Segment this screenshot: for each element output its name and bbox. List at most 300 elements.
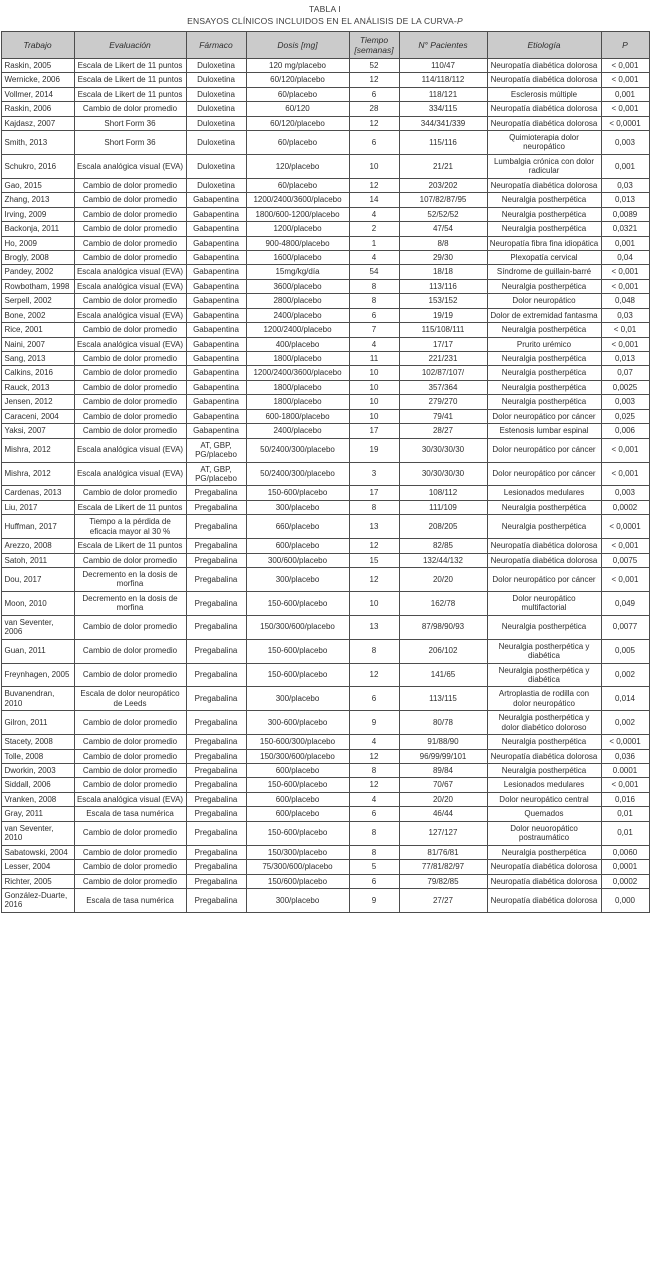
table-row (1, 352, 649, 366)
cell-pacientes: 127/127 (399, 821, 487, 845)
cell-trabajo: Sabatowski, 2004 (1, 845, 74, 859)
cell-pacientes: 46/44 (399, 807, 487, 821)
cell-p: 0,036 (601, 749, 649, 763)
cell-etiologia: Quimioterapia dolor neuropático (487, 131, 601, 155)
cell-trabajo: Satoh, 2011 (1, 553, 74, 567)
cell-pacientes: 80/78 (399, 711, 487, 735)
cell-trabajo: Rauck, 2013 (1, 380, 74, 394)
cell-dosis: 150-600/placebo (246, 591, 349, 615)
cell-etiologia: Esclerosis múltiple (487, 87, 601, 101)
cell-evaluacion: Cambio de dolor promedio (74, 735, 186, 749)
cell-evaluacion: Escala de tasa numérica (74, 807, 186, 821)
cell-farmaco: Pregabalina (186, 568, 246, 592)
cell-evaluacion: Escala analógica visual (EVA) (74, 265, 186, 279)
cell-p: 0,0321 (601, 222, 649, 236)
cell-p: 0,0025 (601, 380, 649, 394)
cell-tiempo: 10 (349, 395, 399, 409)
cell-trabajo: Huffman, 2017 (1, 515, 74, 539)
table-row (1, 154, 649, 178)
cell-evaluacion: Cambio de dolor promedio (74, 424, 186, 438)
cell-farmaco: Gabapentina (186, 323, 246, 337)
cell-evaluacion: Escala analógica visual (EVA) (74, 154, 186, 178)
cell-etiologia: Lesionados medulares (487, 778, 601, 792)
cell-trabajo: González-Duarte, 2016 (1, 888, 74, 912)
cell-trabajo: Naini, 2007 (1, 337, 74, 351)
cell-tiempo: 54 (349, 265, 399, 279)
cell-evaluacion: Cambio de dolor promedio (74, 778, 186, 792)
table-row (1, 102, 649, 116)
cell-evaluacion: Short Form 36 (74, 116, 186, 130)
cell-etiologia: Neuropatía diabética dolorosa (487, 102, 601, 116)
cell-dosis: 400/placebo (246, 337, 349, 351)
cell-evaluacion: Cambio de dolor promedio (74, 323, 186, 337)
cell-trabajo: Freynhagen, 2005 (1, 663, 74, 687)
cell-farmaco: Gabapentina (186, 409, 246, 423)
cell-tiempo: 10 (349, 154, 399, 178)
cell-dosis: 150-600/placebo (246, 639, 349, 663)
cell-etiologia: Neuropatía fibra fina idiopática (487, 236, 601, 250)
cell-pacientes: 208/205 (399, 515, 487, 539)
cell-evaluacion: Cambio de dolor promedio (74, 639, 186, 663)
cell-p: 0,0077 (601, 615, 649, 639)
cell-farmaco: Pregabalina (186, 874, 246, 888)
cell-etiologia: Dolor neuropático por cáncer (487, 462, 601, 486)
cell-farmaco: Gabapentina (186, 380, 246, 394)
cell-evaluacion: Cambio de dolor promedio (74, 615, 186, 639)
cell-pacientes: 52/52/52 (399, 207, 487, 221)
cell-pacientes: 28/27 (399, 424, 487, 438)
cell-evaluacion: Decremento en la dosis de morfina (74, 568, 186, 592)
table-row (1, 778, 649, 792)
cell-p: 0,006 (601, 424, 649, 438)
column-header-p: P (601, 31, 649, 58)
cell-pacientes: 344/341/339 (399, 116, 487, 130)
cell-trabajo: Raskin, 2006 (1, 102, 74, 116)
cell-farmaco: Pregabalina (186, 860, 246, 874)
table-row (1, 236, 649, 250)
cell-tiempo: 12 (349, 778, 399, 792)
table-row (1, 591, 649, 615)
cell-tiempo: 6 (349, 308, 399, 322)
cell-etiologia: Neuropatía diabética dolorosa (487, 874, 601, 888)
cell-tiempo: 4 (349, 337, 399, 351)
cell-pacientes: 153/152 (399, 294, 487, 308)
cell-evaluacion: Escala analógica visual (EVA) (74, 438, 186, 462)
table-row (1, 366, 649, 380)
cell-farmaco: Pregabalina (186, 764, 246, 778)
cell-etiologia: Lesionados medulares (487, 486, 601, 500)
cell-tiempo: 10 (349, 409, 399, 423)
cell-trabajo: Gilron, 2011 (1, 711, 74, 735)
cell-farmaco: Pregabalina (186, 663, 246, 687)
table-header (1, 31, 649, 58)
cell-tiempo: 12 (349, 539, 399, 553)
cell-dosis: 150/300/placebo (246, 845, 349, 859)
cell-farmaco: Duloxetina (186, 178, 246, 192)
cell-trabajo: Vollmer, 2014 (1, 87, 74, 101)
cell-evaluacion: Cambio de dolor promedio (74, 663, 186, 687)
cell-tiempo: 7 (349, 323, 399, 337)
cell-evaluacion: Cambio de dolor promedio (74, 236, 186, 250)
cell-p: 0,001 (601, 236, 649, 250)
cell-farmaco: Pregabalina (186, 735, 246, 749)
cell-dosis: 120/placebo (246, 154, 349, 178)
cell-etiologia: Neuralgia postherpética y diabética (487, 663, 601, 687)
cell-tiempo: 14 (349, 193, 399, 207)
table-row (1, 807, 649, 821)
table-row (1, 749, 649, 763)
cell-farmaco: Pregabalina (186, 500, 246, 514)
cell-p: 0,013 (601, 352, 649, 366)
cell-dosis: 300/placebo (246, 888, 349, 912)
cell-p: 0,013 (601, 193, 649, 207)
column-header-pacientes: N° Pacientes (399, 31, 487, 58)
cell-farmaco: Duloxetina (186, 87, 246, 101)
cell-etiologia: Dolor de extremidad fantasma (487, 308, 601, 322)
cell-dosis: 300/placebo (246, 568, 349, 592)
cell-tiempo: 8 (349, 294, 399, 308)
cell-trabajo: Dou, 2017 (1, 568, 74, 592)
cell-etiologia: Neuralgia postherpética (487, 207, 601, 221)
cell-dosis: 150-600/placebo (246, 778, 349, 792)
cell-farmaco: Gabapentina (186, 352, 246, 366)
cell-dosis: 150/300/600/placebo (246, 615, 349, 639)
cell-trabajo: Gray, 2011 (1, 807, 74, 821)
cell-dosis: 150/300/600/placebo (246, 749, 349, 763)
cell-dosis: 15mg/kg/día (246, 265, 349, 279)
cell-dosis: 1800/placebo (246, 395, 349, 409)
cell-p: < 0,0001 (601, 116, 649, 130)
cell-evaluacion: Cambio de dolor promedio (74, 366, 186, 380)
cell-tiempo: 12 (349, 568, 399, 592)
cell-p: 0,003 (601, 131, 649, 155)
cell-p: 0,01 (601, 821, 649, 845)
cell-pacientes: 203/202 (399, 178, 487, 192)
cell-trabajo: Stacety, 2008 (1, 735, 74, 749)
cell-pacientes: 108/112 (399, 486, 487, 500)
cell-tiempo: 19 (349, 438, 399, 462)
cell-tiempo: 6 (349, 874, 399, 888)
cell-farmaco: Gabapentina (186, 207, 246, 221)
cell-etiologia: Neuralgia postherpética (487, 193, 601, 207)
cell-p: 0,048 (601, 294, 649, 308)
cell-dosis: 300/placebo (246, 500, 349, 514)
cell-evaluacion: Short Form 36 (74, 131, 186, 155)
cell-evaluacion: Escala de Likert de 11 puntos (74, 500, 186, 514)
cell-pacientes: 114/118/112 (399, 73, 487, 87)
cell-trabajo: Gao, 2015 (1, 178, 74, 192)
cell-etiologia: Dolor neuropático multifactorial (487, 591, 601, 615)
cell-farmaco: Pregabalina (186, 687, 246, 711)
cell-etiologia: Neuropatía diabética dolorosa (487, 539, 601, 553)
cell-farmaco: Pregabalina (186, 778, 246, 792)
cell-tiempo: 8 (349, 279, 399, 293)
cell-evaluacion: Escala de Likert de 11 puntos (74, 87, 186, 101)
cell-farmaco: AT, GBP, PG/placebo (186, 438, 246, 462)
cell-pacientes: 20/20 (399, 568, 487, 592)
cell-farmaco: Duloxetina (186, 73, 246, 87)
cell-evaluacion: Cambio de dolor promedio (74, 178, 186, 192)
table-row (1, 409, 649, 423)
cell-p: 0,001 (601, 154, 649, 178)
table-row (1, 424, 649, 438)
cell-trabajo: Rowbotham, 1998 (1, 279, 74, 293)
cell-pacientes: 113/116 (399, 279, 487, 293)
cell-evaluacion: Cambio de dolor promedio (74, 395, 186, 409)
cell-farmaco: Pregabalina (186, 711, 246, 735)
cell-trabajo: van Seventer, 2010 (1, 821, 74, 845)
cell-dosis: 60/placebo (246, 87, 349, 101)
cell-etiologia: Neuralgia postherpética (487, 515, 601, 539)
cell-p: < 0,0001 (601, 515, 649, 539)
cell-trabajo: Mishra, 2012 (1, 462, 74, 486)
table-row (1, 193, 649, 207)
cell-tiempo: 9 (349, 711, 399, 735)
cell-etiologia: Dolor neuropático por cáncer (487, 409, 601, 423)
table-row (1, 515, 649, 539)
cell-farmaco: Gabapentina (186, 366, 246, 380)
cell-trabajo: Ho, 2009 (1, 236, 74, 250)
table-row (1, 178, 649, 192)
cell-farmaco: Duloxetina (186, 102, 246, 116)
table-row (1, 380, 649, 394)
cell-evaluacion: Tiempo a la pérdida de eficacia mayor al 30 % (74, 515, 186, 539)
cell-tiempo: 10 (349, 380, 399, 394)
cell-trabajo: Dworkin, 2003 (1, 764, 74, 778)
cell-pacientes: 79/41 (399, 409, 487, 423)
cell-p: 0,025 (601, 409, 649, 423)
cell-pacientes: 19/19 (399, 308, 487, 322)
cell-trabajo: Tolle, 2008 (1, 749, 74, 763)
cell-tiempo: 6 (349, 87, 399, 101)
clinical-trials-table (1, 31, 650, 913)
cell-tiempo: 17 (349, 424, 399, 438)
cell-etiologia: Neuropatía diabética dolorosa (487, 58, 601, 72)
cell-p: 0,0089 (601, 207, 649, 221)
cell-pacientes: 30/30/30/30 (399, 462, 487, 486)
cell-pacientes: 77/81/82/97 (399, 860, 487, 874)
column-header-dosis: Dosis [mg] (246, 31, 349, 58)
cell-farmaco: Duloxetina (186, 116, 246, 130)
cell-tiempo: 9 (349, 888, 399, 912)
cell-etiologia: Neuropatía diabética dolorosa (487, 553, 601, 567)
cell-pacientes: 29/30 (399, 250, 487, 264)
cell-tiempo: 8 (349, 764, 399, 778)
table-row (1, 438, 649, 462)
cell-p: < 0,001 (601, 73, 649, 87)
column-header-etiologia: Etiología (487, 31, 601, 58)
cell-dosis: 150-600/placebo (246, 663, 349, 687)
cell-p: < 0,01 (601, 323, 649, 337)
cell-pacientes: 279/270 (399, 395, 487, 409)
cell-trabajo: Pandey, 2002 (1, 265, 74, 279)
cell-p: 0,000 (601, 888, 649, 912)
cell-trabajo: Guan, 2011 (1, 639, 74, 663)
cell-dosis: 50/2400/300/placebo (246, 462, 349, 486)
cell-p: 0,0002 (601, 874, 649, 888)
cell-farmaco: Duloxetina (186, 58, 246, 72)
table-row (1, 845, 649, 859)
cell-farmaco: Pregabalina (186, 888, 246, 912)
cell-trabajo: Schukro, 2016 (1, 154, 74, 178)
cell-pacientes: 89/84 (399, 764, 487, 778)
cell-pacientes: 102/87/107/ (399, 366, 487, 380)
cell-tiempo: 2 (349, 222, 399, 236)
table-row (1, 395, 649, 409)
cell-p: < 0,001 (601, 462, 649, 486)
table-number-title: TABLA I (309, 4, 341, 14)
table-row (1, 462, 649, 486)
cell-tiempo: 15 (349, 553, 399, 567)
cell-etiologia: Dolor neuropático por cáncer (487, 438, 601, 462)
cell-etiologia: Neuralgia postherpética (487, 735, 601, 749)
cell-farmaco: Duloxetina (186, 131, 246, 155)
cell-p: 0,049 (601, 591, 649, 615)
cell-pacientes: 30/30/30/30 (399, 438, 487, 462)
column-header-farmaco: Fármaco (186, 31, 246, 58)
cell-dosis: 2400/placebo (246, 308, 349, 322)
cell-p: 0,03 (601, 308, 649, 322)
table-row (1, 87, 649, 101)
cell-dosis: 60/120/placebo (246, 73, 349, 87)
table-row (1, 294, 649, 308)
cell-pacientes: 110/47 (399, 58, 487, 72)
header-row (1, 31, 649, 58)
cell-etiologia: Estenosis lumbar espinal (487, 424, 601, 438)
cell-etiologia: Neuralgia postherpética (487, 279, 601, 293)
cell-etiologia: Neuropatía diabética dolorosa (487, 178, 601, 192)
cell-dosis: 2800/placebo (246, 294, 349, 308)
cell-etiologia: Neuralgia postherpética (487, 615, 601, 639)
cell-etiologia: Neuralgia postherpética (487, 500, 601, 514)
table-row (1, 250, 649, 264)
cell-p: < 0,001 (601, 778, 649, 792)
cell-p: 0,003 (601, 395, 649, 409)
cell-tiempo: 11 (349, 352, 399, 366)
table-row (1, 279, 649, 293)
cell-evaluacion: Cambio de dolor promedio (74, 860, 186, 874)
cell-etiologia: Neuropatía diabética dolorosa (487, 116, 601, 130)
cell-pacientes: 96/99/99/101 (399, 749, 487, 763)
cell-etiologia: Prurito urémico (487, 337, 601, 351)
cell-p: 0,001 (601, 87, 649, 101)
cell-etiologia: Neuralgia postherpética (487, 764, 601, 778)
cell-trabajo: Zhang, 2013 (1, 193, 74, 207)
cell-p: < 0,0001 (601, 735, 649, 749)
cell-tiempo: 13 (349, 515, 399, 539)
cell-farmaco: Gabapentina (186, 337, 246, 351)
cell-pacientes: 107/82/87/95 (399, 193, 487, 207)
cell-etiologia: Neuralgia postherpética y dolor diabético doloroso (487, 711, 601, 735)
cell-tiempo: 6 (349, 687, 399, 711)
cell-etiologia: Neuralgia postherpética (487, 380, 601, 394)
cell-farmaco: Gabapentina (186, 279, 246, 293)
cell-farmaco: Gabapentina (186, 294, 246, 308)
table-row (1, 323, 649, 337)
cell-pacientes: 87/98/90/93 (399, 615, 487, 639)
cell-pacientes: 221/231 (399, 352, 487, 366)
cell-tiempo: 12 (349, 749, 399, 763)
cell-p: < 0,001 (601, 337, 649, 351)
cell-p: 0,002 (601, 711, 649, 735)
cell-tiempo: 1 (349, 236, 399, 250)
cell-dosis: 1800/600-1200/placebo (246, 207, 349, 221)
cell-farmaco: Duloxetina (186, 154, 246, 178)
cell-trabajo: Serpell, 2002 (1, 294, 74, 308)
table-row (1, 792, 649, 806)
cell-p: 0,003 (601, 486, 649, 500)
cell-farmaco: AT, GBP, PG/placebo (186, 462, 246, 486)
cell-pacientes: 79/82/85 (399, 874, 487, 888)
cell-etiologia: Neuralgia postherpética y diabética (487, 639, 601, 663)
table-row (1, 639, 649, 663)
cell-p: < 0,001 (601, 102, 649, 116)
cell-etiologia: Dolor neuropático por cáncer (487, 568, 601, 592)
cell-tiempo: 12 (349, 178, 399, 192)
cell-farmaco: Gabapentina (186, 424, 246, 438)
cell-dosis: 2400/placebo (246, 424, 349, 438)
cell-dosis: 60/120/placebo (246, 116, 349, 130)
cell-dosis: 1600/placebo (246, 250, 349, 264)
cell-pacientes: 111/109 (399, 500, 487, 514)
cell-trabajo: Cardenas, 2013 (1, 486, 74, 500)
table-row (1, 500, 649, 514)
cell-evaluacion: Decremento en la dosis de morfina (74, 591, 186, 615)
table-row (1, 58, 649, 72)
table-row (1, 222, 649, 236)
cell-pacientes: 132/44/132 (399, 553, 487, 567)
cell-pacientes: 162/78 (399, 591, 487, 615)
cell-dosis: 3600/placebo (246, 279, 349, 293)
cell-tiempo: 12 (349, 116, 399, 130)
cell-trabajo: Kajdasz, 2007 (1, 116, 74, 130)
cell-tiempo: 4 (349, 207, 399, 221)
cell-pacientes: 141/65 (399, 663, 487, 687)
cell-dosis: 600/placebo (246, 792, 349, 806)
cell-trabajo: Irving, 2009 (1, 207, 74, 221)
cell-tiempo: 6 (349, 131, 399, 155)
cell-dosis: 300/placebo (246, 687, 349, 711)
table-row (1, 73, 649, 87)
cell-evaluacion: Escala de Likert de 11 puntos (74, 73, 186, 87)
cell-trabajo: Buvanendran, 2010 (1, 687, 74, 711)
cell-trabajo: Smith, 2013 (1, 131, 74, 155)
cell-p: < 0,001 (601, 539, 649, 553)
cell-trabajo: Calkins, 2016 (1, 366, 74, 380)
cell-evaluacion: Escala de tasa numérica (74, 888, 186, 912)
cell-dosis: 1200/2400/3600/placebo (246, 193, 349, 207)
cell-evaluacion: Escala de Likert de 11 puntos (74, 539, 186, 553)
cell-pacientes: 91/88/90 (399, 735, 487, 749)
table-subtitle (0, 16, 650, 28)
cell-dosis: 600/placebo (246, 764, 349, 778)
table-row (1, 265, 649, 279)
cell-farmaco: Pregabalina (186, 486, 246, 500)
cell-p: 0,01 (601, 807, 649, 821)
cell-evaluacion: Escala analógica visual (EVA) (74, 462, 186, 486)
table-title-block (0, 0, 650, 28)
cell-evaluacion: Escala de Likert de 11 puntos (74, 58, 186, 72)
cell-pacientes: 27/27 (399, 888, 487, 912)
table-row (1, 821, 649, 845)
cell-trabajo: Yaksi, 2007 (1, 424, 74, 438)
cell-p: 0.0001 (601, 764, 649, 778)
column-header-tiempo: Tiempo [semanas] (349, 31, 399, 58)
table-row (1, 207, 649, 221)
cell-evaluacion: Cambio de dolor promedio (74, 486, 186, 500)
cell-evaluacion: Cambio de dolor promedio (74, 102, 186, 116)
table-row (1, 860, 649, 874)
